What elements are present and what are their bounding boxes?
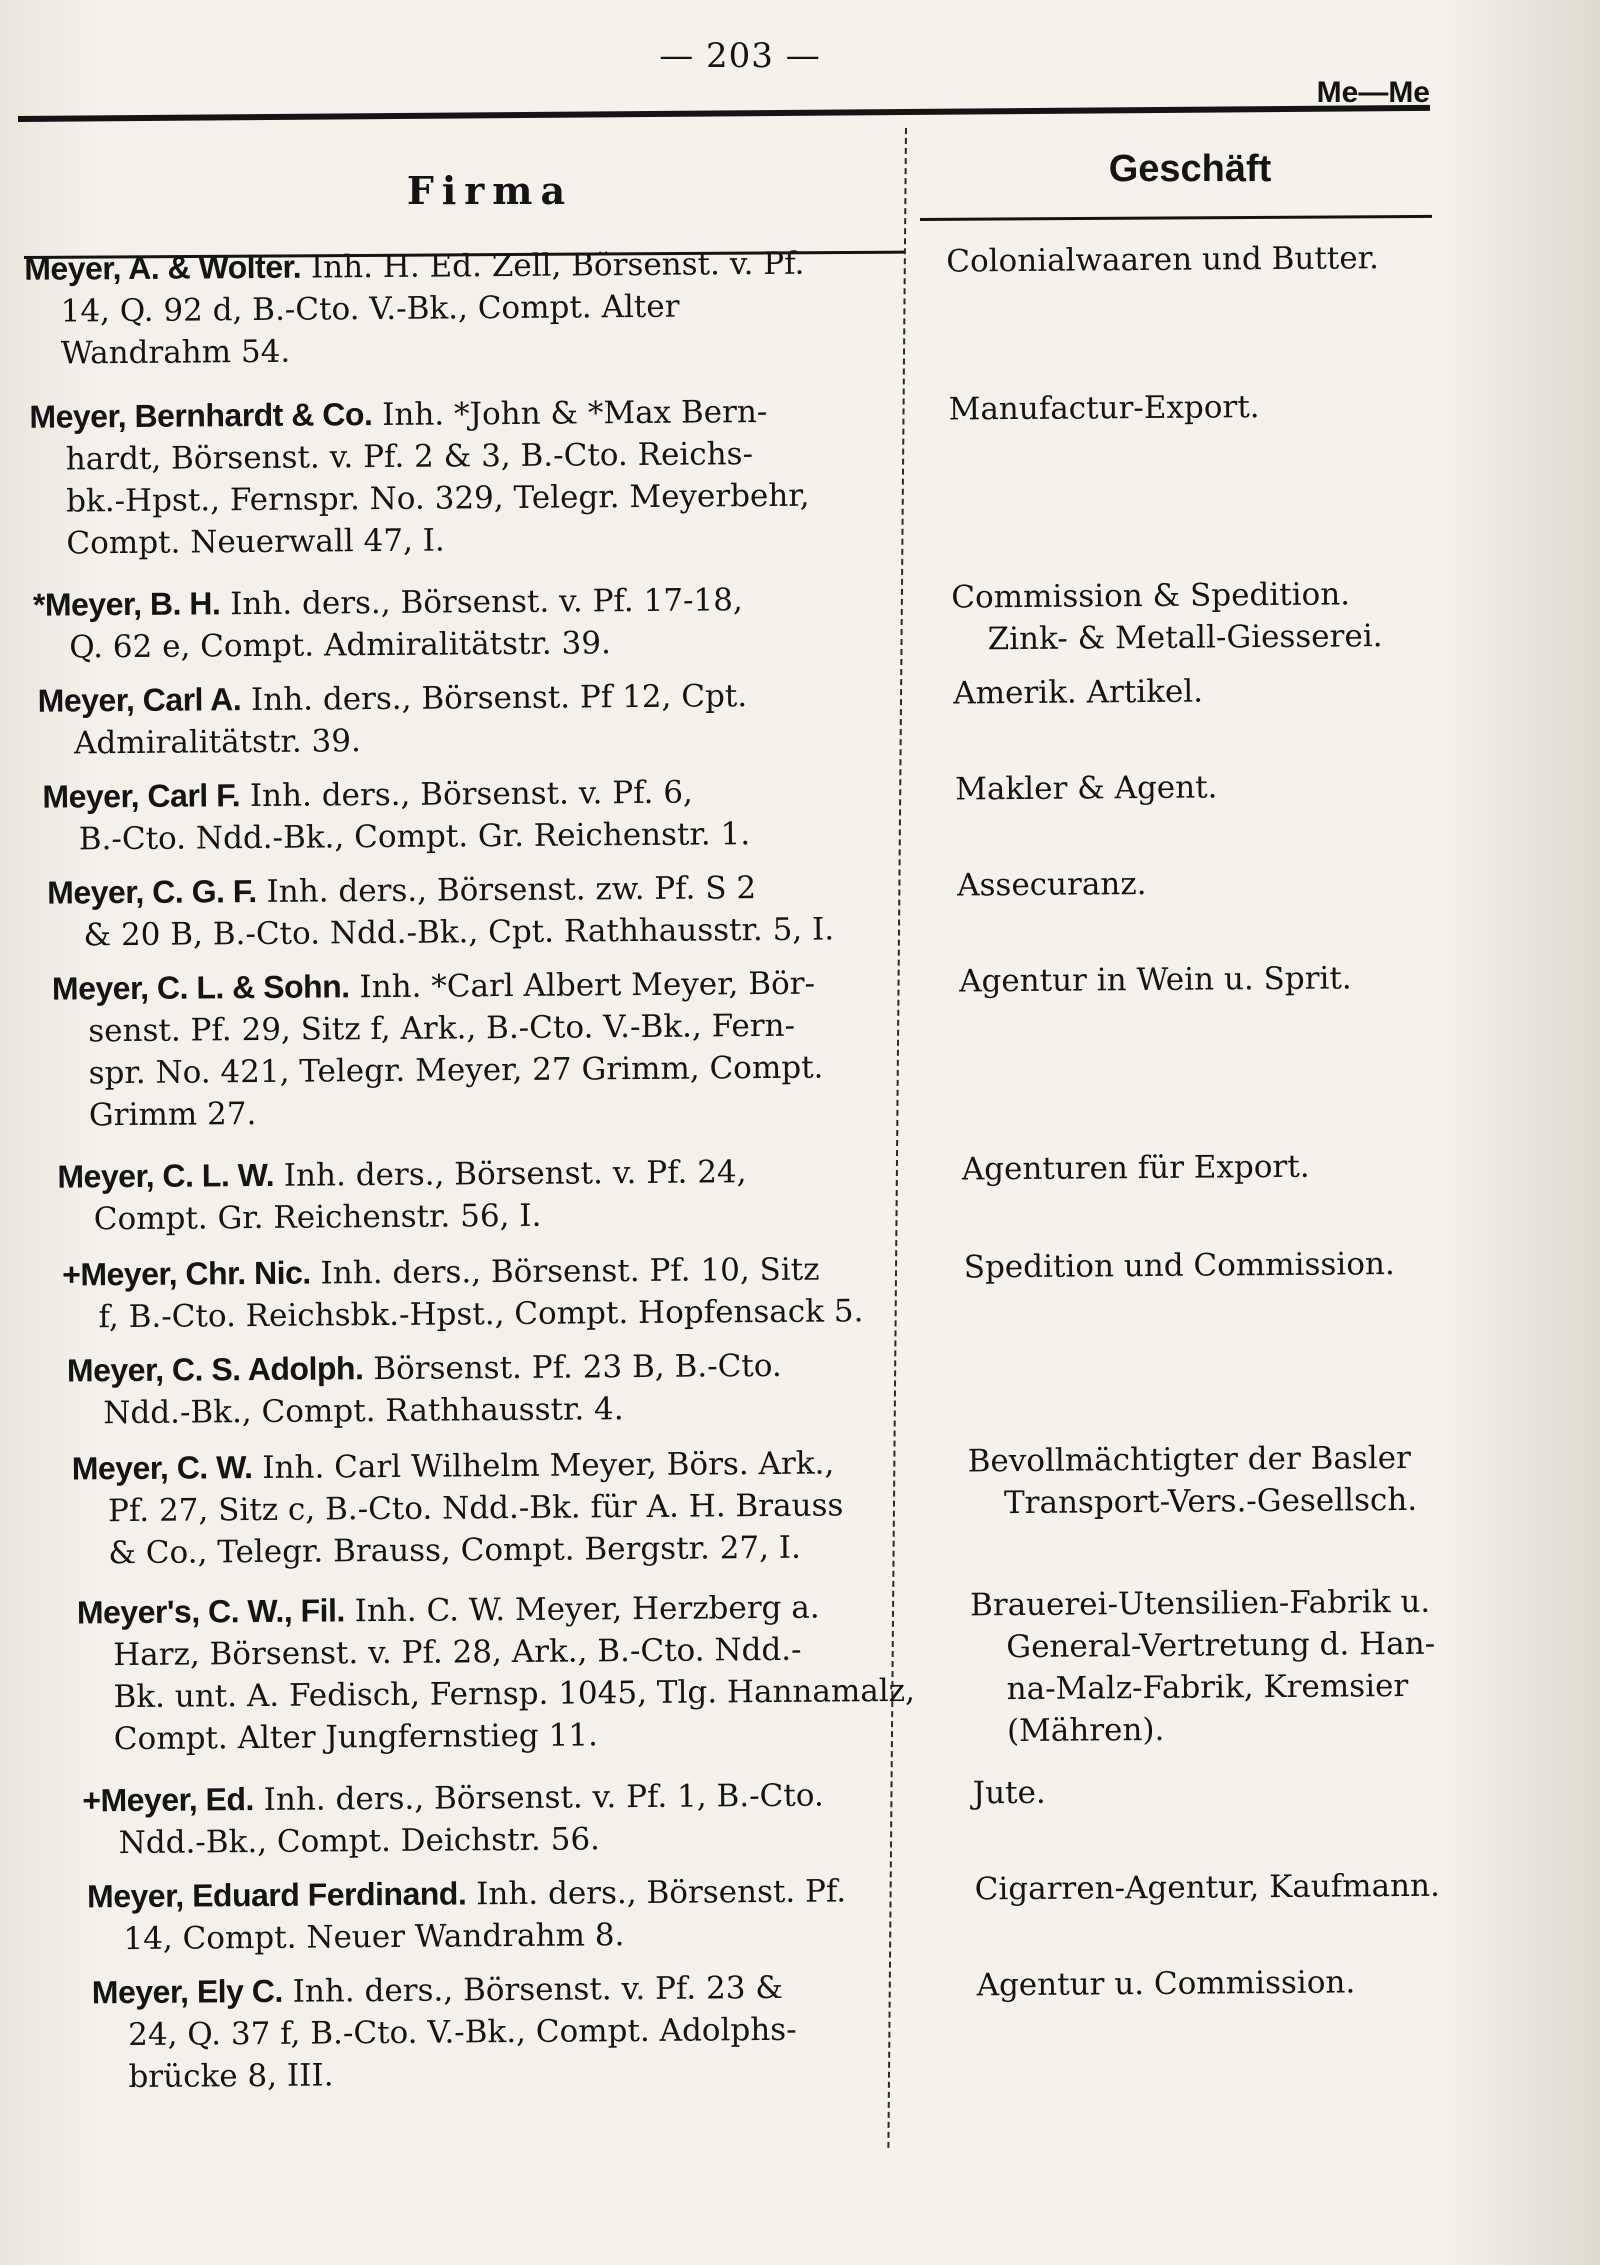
firma-details: Ndd.-Bk., Compt. Deichstr. 56.	[118, 1821, 601, 1862]
firma-entry	[92, 1964, 973, 2098]
firma-line	[92, 1964, 972, 2014]
firma-line	[52, 961, 932, 1011]
firma-details: senst. Pf. 29, Sitz f, Ark., B.-Cto. V.-Bk., Fern-	[88, 1007, 796, 1050]
geschaeft-entry	[951, 572, 1512, 660]
geschaeft-entry	[962, 1144, 1522, 1190]
geschaeft-line: (Mähren).	[1006, 1711, 1165, 1750]
firma-details: Inh. ders., Börsenst. Pf 12, Cpt.	[250, 678, 748, 719]
firma-details: Inh. *Carl Albert Meyer, Bör-	[359, 965, 816, 1006]
geschaeft-line: Spedition und Commission.	[963, 1246, 1395, 1286]
firma-entry	[29, 389, 910, 565]
firma-details: & 20 B, B.-Cto. Ndd.-Bk., Cpt. Rathhausstr. 5, I.	[83, 911, 835, 954]
geschaeft-entry	[948, 384, 1508, 430]
firma-entry	[47, 865, 928, 957]
firma-details: Inh. ders., Börsenst. v. Pf. 23 &	[292, 1969, 784, 2010]
firma-details: Börsenst. Pf. 23 B, B.-Cto.	[373, 1347, 782, 1388]
geschaeft-entry	[953, 668, 1513, 714]
firma-name: Meyer, A. & Wolter.	[24, 248, 302, 287]
firma-details: Inh. ders., Börsenst. Pf. 10, Sitz	[320, 1251, 820, 1292]
firma-name: Meyer, C. L. W.	[57, 1156, 275, 1195]
geschaeft-entry	[946, 236, 1506, 282]
geschaeft-entry	[959, 956, 1519, 1002]
firma-details: brücke 8, III.	[128, 2057, 334, 2096]
firma-name: Meyer, Bernhardt & Co.	[29, 396, 373, 435]
firma-line	[82, 1772, 962, 1822]
geschaeft-line: Transport-Vers.-Gesellsch.	[1003, 1481, 1418, 1522]
firma-entry	[42, 769, 923, 861]
firma-name: +Meyer, Chr. Nic.	[62, 1254, 311, 1293]
firma-details: B.-Cto. Ndd.-Bk., Compt. Gr. Reichenstr. 1.	[78, 816, 751, 858]
firma-name: Meyer, Carl F.	[42, 777, 241, 815]
geschaeft-line: Commission & Spedition.	[951, 576, 1351, 616]
geschaeft-entry	[973, 1768, 1533, 1814]
firma-details: Bk. unt. A. Fedisch, Fernsp. 1045, Tlg. Hannamalz,	[113, 1672, 916, 1716]
firma-details: bk.-Hpst., Fernspr. No. 329, Telegr. Meyerbehr,	[65, 477, 810, 520]
firma-details: Compt. Alter Jungfernstieg 11.	[113, 1717, 598, 1758]
geschaeft-line: Agentur in Wein u. Sprit.	[958, 960, 1352, 1000]
geschaeft-entry	[957, 860, 1517, 906]
column-heading-geschaeft: Geschäft	[1108, 148, 1272, 190]
firma-name: Meyer, Eduard Ferdinand.	[86, 1875, 467, 1915]
firma-name: Meyer's, C. W., Fil.	[76, 1592, 345, 1631]
firma-name: Meyer, C. G. F.	[47, 873, 257, 911]
geschaeft-line: Manufactur-Export.	[948, 389, 1260, 428]
column-heading-firma: Firma	[406, 168, 574, 213]
firma-details: f, B.-Cto. Reichsbk.-Hpst., Compt. Hopfensack 5.	[98, 1293, 864, 1336]
geschaeft-entry	[964, 1242, 1524, 1288]
firma-entry	[72, 1441, 953, 1575]
geschaeft-line: Colonialwaaren und Butter.	[946, 240, 1380, 280]
geschaeft-line: Brauerei-Utensilien-Fabrik u.	[969, 1583, 1431, 1624]
firma-name: Meyer, C. S. Adolph.	[66, 1350, 364, 1389]
firma-line	[33, 577, 913, 627]
geschaeft-entry	[968, 1436, 1529, 1524]
firma-entry	[82, 1772, 963, 1864]
geschaeft-line: Makler & Agent.	[955, 769, 1218, 808]
entry-list	[0, 217, 1600, 2130]
firma-details: Grimm 27.	[88, 1096, 257, 1134]
firma-details: Inh. ders., Börsenst. zw. Pf. S 2	[266, 870, 757, 910]
firma-details: Harz, Börsenst. v. Pf. 28, Ark., B.-Cto. Ndd.-	[113, 1631, 802, 1674]
firma-details: Inh. ders., Börsenst. Pf.	[476, 1873, 847, 1913]
firma-line	[62, 1247, 942, 1297]
firma-line	[67, 1343, 947, 1393]
firma-entry	[67, 1343, 948, 1435]
firma-entry	[87, 1868, 968, 1960]
firma-name: Meyer, Carl A.	[37, 681, 242, 719]
firma-line	[47, 865, 927, 915]
firma-details: Inh. ders., Börsenst. v. Pf. 1, B.-Cto.	[263, 1777, 824, 1818]
firma-name: *Meyer, B. H.	[32, 585, 221, 623]
geschaeft-line: Bevollmächtigter der Basler	[967, 1439, 1411, 1480]
firma-details: Q. 62 e, Compt. Admiralitätstr. 39.	[69, 625, 611, 666]
geschaeft-line: Amerik. Artikel.	[953, 673, 1204, 712]
firma-entry	[77, 1585, 958, 1761]
firma-details: Inh. Carl Wilhelm Meyer, Börs. Ark.,	[262, 1445, 835, 1486]
firma-details: Inh. H. Ed. Zell, Börsenst. v. Pf.	[310, 245, 805, 286]
firma-name: Meyer, C. L. & Sohn.	[51, 968, 350, 1007]
geschaeft-line: Zink- & Metall-Giesserei.	[987, 618, 1383, 658]
firma-details: spr. No. 421, Telegr. Meyer, 27 Grimm, Compt.	[88, 1049, 824, 1092]
firma-line	[24, 241, 904, 291]
firma-entry	[38, 673, 919, 765]
firma-line	[42, 769, 922, 819]
firma-line	[72, 1441, 952, 1491]
geschaeft-line: Agentur u. Commission.	[976, 1964, 1356, 2004]
firma-details: Inh. *John & *Max Bern-	[382, 393, 768, 434]
firma-line	[57, 1149, 937, 1199]
page-number: — 203 —	[659, 36, 821, 76]
firma-details: Admiralitätstr. 39.	[73, 723, 362, 762]
firma-details: Wandrahm 54.	[60, 333, 291, 372]
firma-details: & Co., Telegr. Brauss, Compt. Bergstr. 27, I.	[108, 1529, 802, 1572]
firma-details: Inh. ders., Börsenst. v. Pf. 24,	[283, 1154, 747, 1194]
firma-name: Meyer, C. W.	[71, 1449, 253, 1487]
firma-entry	[52, 961, 933, 1137]
firma-details: Inh. ders., Börsenst. v. Pf. 17-18,	[230, 582, 743, 623]
geschaeft-entry	[976, 1960, 1536, 2006]
firma-details: Compt. Gr. Reichenstr. 56, I.	[93, 1197, 542, 1238]
firma-details: Inh. C. W. Meyer, Herzberg a.	[354, 1589, 820, 1630]
geschaeft-line: General-Vertretung d. Han-	[1006, 1625, 1436, 1666]
geschaeft-entry	[955, 764, 1515, 810]
firma-details: hardt, Börsenst. v. Pf. 2 & 3, B.-Cto. Reichs-	[65, 436, 754, 478]
geschaeft-entry	[974, 1864, 1534, 1910]
geschaeft-line: Cigarren-Agentur, Kaufmann.	[974, 1867, 1441, 1908]
firma-line	[29, 389, 909, 439]
firma-line	[38, 673, 918, 723]
firma-details: Pf. 27, Sitz c, B.-Cto. Ndd.-Bk. für A. H. Brauss	[107, 1487, 844, 1530]
geschaeft-line: Assecuranz.	[957, 866, 1147, 904]
geschaeft-line: Agenturen für Export.	[961, 1148, 1310, 1188]
firma-entry	[33, 577, 914, 669]
running-head: Me—Me	[1316, 76, 1430, 109]
geschaeft-entry	[970, 1580, 1531, 1752]
firma-details: Inh. ders., Börsenst. v. Pf. 6,	[249, 774, 693, 815]
firma-details: 24, Q. 37 f, B.-Cto. V.-Bk., Compt. Adolphs-	[128, 2011, 797, 2054]
top-rule	[18, 105, 1430, 122]
firma-details: Compt. Neuerwall 47, I.	[66, 522, 445, 562]
geschaeft-line: na-Malz-Fabrik, Kremsier	[1006, 1667, 1409, 1708]
firma-entry	[24, 241, 905, 375]
geschaeft-line: Jute.	[972, 1774, 1046, 1812]
firma-line	[77, 1585, 957, 1635]
firma-details: 14, Compt. Neuer Wandrahm 8.	[123, 1917, 625, 1958]
firma-name: Meyer, Ely C.	[91, 1972, 283, 2011]
firma-details: Ndd.-Bk., Compt. Rathhausstr. 4.	[103, 1391, 624, 1432]
firma-name: +Meyer, Ed.	[82, 1781, 254, 1819]
firma-entry	[62, 1247, 943, 1339]
firma-line	[87, 1868, 967, 1918]
firma-entry	[57, 1149, 938, 1241]
firma-details: 14, Q. 92 d, B.-Cto. V.-Bk., Compt. Alter	[60, 288, 680, 330]
